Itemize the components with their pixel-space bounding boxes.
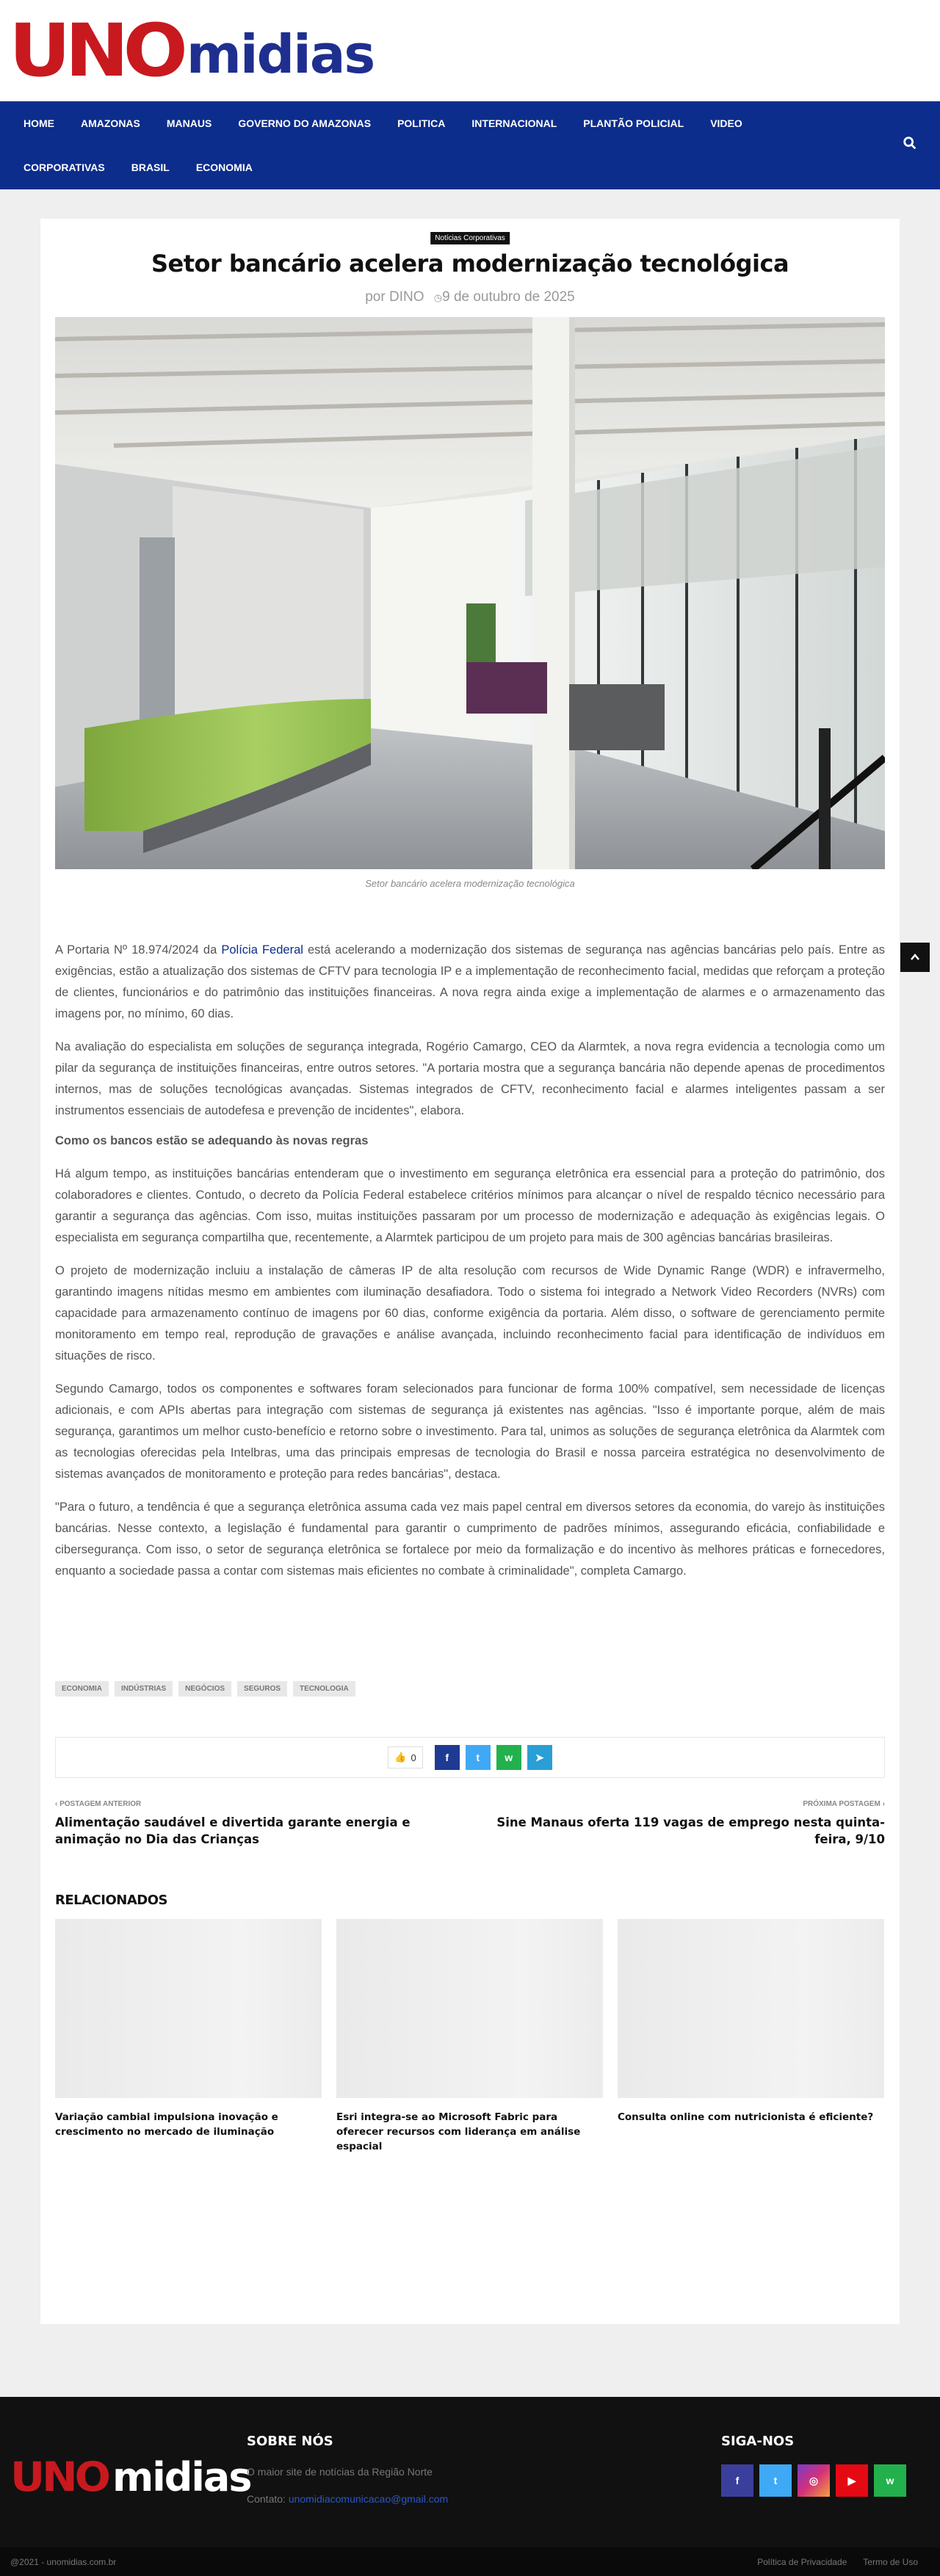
footer-facebook-button[interactable] (721, 2464, 753, 2497)
copyright-text: @2021 - unomidias.com.br (10, 2557, 117, 2567)
footer-about-heading: SOBRE NÓS (247, 2434, 333, 2449)
paragraph-2: Na avaliação do especialista em soluções de segurança integrada, Rogério Camargo, CEO da Alarmtek, a nova regra evidencia a tecnologia como um pilar da segurança de instituições financeiras, entre outros setores. "A portaria mostra que a segurança bancária não depende apenas de procedimentos internos, mas de soluções tecnológicas avançadas. Sistemas integrados de CFTV, reconhecimento facial e alarmes inteligentes passam a ser instrumentos essenciais de autodefesa e prevenção de incidentes", elabora. (55, 1040, 885, 1117)
tag-industrias[interactable]: INDÚSTRIAS (115, 1681, 173, 1697)
facebook-icon: f (445, 1752, 449, 1763)
chevron-up-icon (909, 951, 921, 963)
article-subheading: Como os bancos estão se adequando às novas regras (55, 1134, 369, 1147)
nav-item-politica[interactable]: POLITICA (397, 117, 446, 129)
twitter-icon: t (476, 1752, 480, 1763)
related-post-image[interactable] (55, 1919, 322, 2098)
privacy-policy-link[interactable]: Política de Privacidade (757, 2557, 847, 2567)
footer-instagram-button[interactable] (798, 2464, 830, 2497)
footer-contact-label: Contato: (247, 2493, 289, 2505)
logo-midias: midias (186, 23, 375, 85)
like-count: 0 (411, 1752, 416, 1763)
article-body (55, 940, 885, 1594)
footer-links (757, 2557, 918, 2567)
category-badge[interactable]: Notícias Corporativas (430, 232, 510, 244)
nav-item-governo-do-amazonas[interactable]: GOVERNO DO AMAZONAS (238, 117, 372, 129)
article-title: Setor bancário acelera modernização tecnológica (151, 250, 789, 277)
footer-logo-uno: UNO (10, 2453, 108, 2501)
facebook-icon: f (735, 2475, 740, 2486)
footer-follow-heading: SIGA-NOS (721, 2434, 795, 2449)
logo-uno: UNO (9, 8, 182, 93)
previous-post-title: Alimentação saudável e divertida garante energia e animação no Dia das Crianças (55, 1815, 411, 1846)
nav-item-amazonas[interactable]: AMAZONAS (81, 117, 140, 129)
share-twitter-button[interactable] (466, 1745, 491, 1770)
next-post-label: PRÓXIMA POSTAGEM › (803, 1800, 885, 1808)
author-prefix: por (365, 289, 386, 305)
site-logo[interactable] (9, 10, 374, 91)
whatsapp-icon: w (886, 2475, 894, 2486)
post-navigation (55, 1800, 885, 1848)
previous-post-link[interactable] (55, 1800, 466, 1848)
related-post-title[interactable]: Variação cambial impulsiona inovação e crescimento no mercado de iluminação (55, 2111, 278, 2138)
nav-list (10, 101, 847, 189)
share-facebook-button[interactable] (435, 1745, 460, 1770)
author-name[interactable]: DINO (388, 289, 424, 305)
nav-item-manaus[interactable]: MANAUS (166, 117, 212, 129)
nav-item-corporativas[interactable]: CORPORATIVAS (24, 162, 105, 173)
nav-item-internacional[interactable]: INTERNACIONAL (471, 117, 557, 129)
clock-icon: ◷ (433, 292, 443, 303)
tag-tecnologia[interactable]: TECNOLOGIA (293, 1681, 355, 1697)
article-date: 9 de outubro de 2025 (442, 289, 575, 305)
related-heading: RELACIONADOS (55, 1893, 167, 1908)
image-caption: Setor bancário acelera modernização tecnológica (365, 878, 575, 889)
tag-list (55, 1681, 885, 1697)
footer-whatsapp-button[interactable] (874, 2464, 906, 2497)
footer-youtube-button[interactable] (836, 2464, 868, 2497)
policia-federal-link[interactable]: Polícia Federal (221, 943, 303, 957)
telegram-icon: ➤ (535, 1751, 544, 1763)
related-posts (55, 1919, 885, 2154)
paragraph-5: Segundo Camargo, todos os componentes e softwares foram selecionados para funcionar de forma 100% compatível, sem necessidade de licenças adicionais, e com APIs abertas para integração com sistemas de segurança já existentes nas agências. "Isso é importante porque, além de mais segurança, garantimos um melhor custo-benefício e retorno sobre o investimento. Para tal, unimos as soluções de segurança eletrônica da Alarmtek com as tecnologias oferecidas pela Intelbras, uma das principais empresas de tecnologia do Brasil e nossa parceira estratégica no desenvolvimento de sistemas avançados de monitoramento e proteção para redes bancárias", destaca. (55, 1382, 885, 1481)
nav-item-economia[interactable]: ECONOMIA (195, 162, 253, 173)
tag-economia[interactable]: ECONOMIA (55, 1681, 109, 1697)
paragraph-1-text-a: A Portaria Nº 18.974/2024 da (55, 943, 222, 957)
whatsapp-icon: w (505, 1752, 513, 1763)
next-post-title: Sine Manaus oferta 119 vagas de emprego nesta quinta-feira, 9/10 (496, 1815, 885, 1846)
related-post-title[interactable]: Consulta online com nutricionista é eficiente? (618, 2111, 874, 2123)
like-button[interactable] (388, 1746, 422, 1768)
footer-bottom-bar (0, 2547, 940, 2576)
search-icon[interactable] (902, 135, 918, 151)
footer-twitter-button[interactable] (759, 2464, 792, 2497)
terms-of-use-link[interactable]: Termo de Uso (863, 2557, 918, 2567)
related-post-image[interactable] (336, 1919, 603, 2098)
article-card (40, 219, 900, 2324)
nav-item-plantao-policial[interactable]: PLANTÃO POLICIAL (583, 117, 684, 129)
paragraph-1-text-b: está acelerando a modernização dos sistemas de segurança nas agências bancárias pelo país. Entre as exigências, estão a atualização dos sistemas de CFTV para tecnologia IP e a implementação de reconhecimento facial, medidas que reforçam a proteção de clientes, funcionários e do patrimônio das instituições financeiras. A nova regra ainda exige a implementação de alarmes e o armazenamento das imagens por, no mínimo, 60 dias. (55, 943, 886, 1020)
instagram-icon: ◎ (809, 2474, 819, 2486)
related-post[interactable] (336, 1919, 603, 2154)
paragraph-4: O projeto de modernização incluiu a instalação de câmeras IP de alta resolução com recursos de Wide Dynamic Range (WDR) e infravermelho, garantindo imagens nítidas mesmo em ambientes com iluminação desafiadora. Todo o sistema foi integrado a Network Video Recorders (NVRs) com capacidade para armazenamento contínuo de imagens por 60 dias, conforme exigência da portaria. Além disso, o software de gerenciamento permite monitoramento em tempo real, reprodução de gravações e análise avançada, incluindo reconhecimento facial para identificação de indivíduos em situações de risco. (55, 1264, 885, 1363)
related-post[interactable] (618, 1919, 884, 2154)
twitter-icon: t (773, 2475, 778, 2486)
thumbs-up-icon: 👍 (394, 1752, 407, 1763)
related-post-title[interactable]: Esri integra-se ao Microsoft Fabric para oferecer recursos com liderança em análise espacial (336, 2111, 581, 2152)
footer-contact (247, 2493, 448, 2505)
share-telegram-button[interactable] (527, 1745, 552, 1770)
tag-negocios[interactable]: NEGÓCIOS (178, 1681, 231, 1697)
previous-post-label: ‹ POSTAGEM ANTERIOR (55, 1800, 142, 1808)
next-post-link[interactable] (474, 1800, 885, 1848)
tag-seguros[interactable]: SEGUROS (237, 1681, 287, 1697)
footer-contact-email[interactable]: unomidiacomunicacao@gmail.com (288, 2493, 449, 2505)
share-whatsapp-button[interactable] (496, 1745, 521, 1770)
share-bar (55, 1737, 885, 1778)
paragraph-6: "Para o futuro, a tendência é que a segurança eletrônica assuma cada vez mais papel central em diversos setores da economia, do varejo às instituições bancárias. Nesse contexto, a legislação é fundamental para garantir o cumprimento de padrões mínimos, assegurando eficácia, confiabilidade e cibersegurança. Com isso, o setor de segurança eletrônica se fortalece por meio da formalização e do incentivo às melhores práticas e fornecedores, enquanto a sociedade passa a contar com sistemas mais eficientes no combate à criminalidade", completa Camargo. (55, 1501, 885, 1578)
site-header (0, 0, 940, 101)
related-post[interactable] (55, 1919, 322, 2154)
site-footer (0, 2397, 940, 2576)
bank-lobby-illustration (55, 317, 885, 869)
related-post-image[interactable] (618, 1919, 884, 2098)
back-to-top-button[interactable] (900, 943, 930, 972)
footer-about-text: O maior site de notícias da Região Norte (247, 2466, 433, 2478)
footer-logo-midias: midias (112, 2454, 251, 2500)
main-navigation (0, 101, 940, 189)
nav-item-video[interactable]: VIDEO (710, 117, 742, 129)
nav-item-brasil[interactable]: BRASIL (131, 162, 170, 173)
article-meta (55, 289, 885, 305)
footer-logo[interactable] (10, 2453, 251, 2501)
nav-item-home[interactable]: HOME (24, 117, 54, 129)
hero-image (55, 317, 885, 869)
youtube-icon: ▶ (847, 2474, 856, 2486)
paragraph-1 (55, 940, 885, 1025)
paragraph-3: Há algum tempo, as instituições bancárias entenderam que o investimento em segurança eletrônica era essencial para a proteção do patrimônio, dos colaboradores e clientes. Contudo, o decreto da Polícia Federal estabelece critérios mínimos para alcançar o nível de respaldo técnico necessário para garantir a segurança das agências. Com isso, muitas instituições passaram por um processo de modernização e adequação às exigências legais. O especialista em segurança compartilha que, recentemente, a Alarmtek participou de um projeto para mais de 300 agências bancárias brasileiras. (55, 1167, 885, 1244)
footer-social-links (721, 2464, 906, 2497)
